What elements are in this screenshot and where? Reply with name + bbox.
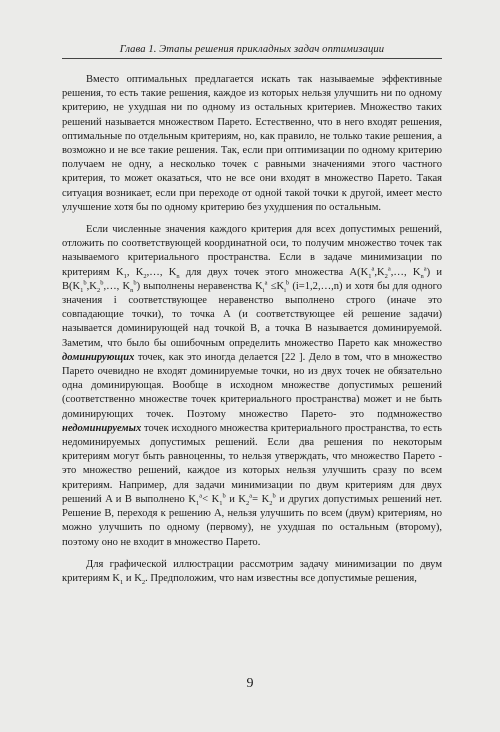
paragraph-gap bbox=[62, 215, 442, 223]
paragraph-1: Вместо оптимальных предлагается искать так называемые эффективные решения, то есть такие решения, каждое из которых нельзя улучшить ни по одному критерию, не ухудшая ни по одному из остальных критериев. Множество таких решений называется множеством Парето. Естественно, что в него входят решения, оптимальные по отдельным критериям, но, как правило, не только такие решения, а возможно и не все такие решения. Так, если при оптимизации по одному критерию получаем не одну, а несколько точек с равными значениями этого частного критерия, то может оказаться, что не все они входят в множество Парето. Такая ситуация возникает, если при переходе от одной такой точки к другой, имеет место улучшение хотя бы по одному критерию без ухудшения по остальным. bbox=[62, 74, 442, 213]
page-number: 9 bbox=[246, 676, 254, 691]
paragraph-2: Если численные значения каждого критерия для всех допустимых решений, отложить по соответствующей координатной оси, то получим множество точек так называемого критериального пространства. Если в задаче минимизации по критериям $K_1$, $K_2,\dots$, $K_n$ для двух точек этого множества $A(K_1^a,K_2^a,\dots$, $K_n^a$) и $B(K_1^b,K_2^b,\dots$, $K_n^b$) выполнены неравенства $K_i^a \le K_i^b$ (i=1,2,…,n) и хотя бы для одного значения i соответствующее неравенство выполнено строго (иначе это совпадающие точки), то точка A (и соответствующее ей решение задачи) называется доминирующей над точкой B, а точка B называется доминируемой. Заметим, что было бы ошибочным определить множество Парето как множество доминирующих точек, как это иногда делается [22 ]. Дело в том, что в множество Парето очевидно не входят доминируемые точки, но из двух точек не обязательно одна доминирующая. Вообще в исходном множестве допустимых решений (соответственно множестве точек критериального пространства) может и не быть доминирующих точек. Поэтому множество Парето- это подмножество недоминируемых точек исходного множества критериального пространства, то есть недоминируемых допустимых решений. Если два решения по некоторым критериям могут быть равноценны, то нельзя утверждать, что множество Парето - это множество решений, каждое из которых нельзя улучшить сразу по всем критериям. Например, для задачи минимизации по двум критериям для двух решений A и B выполнено $K_1^a< K_1^b$ и $K_2^a= K_2^b$ и других допустимых решений нет. Решение B, переходя к решению A, нельзя улучшить по всем (двум) критериям, но можно улучшить по одному (первому), не ухудшая по остальным (второму), поэтому оно не входит в множество Парето. bbox=[62, 224, 443, 548]
paragraph-gap bbox=[62, 550, 442, 558]
chapter-header: Глава 1. Этапы решения прикладных задач оптимизации bbox=[62, 44, 442, 59]
term-nondominated: недоминируемых bbox=[62, 422, 142, 434]
paragraph-3: Для графической иллюстрации рассмотрим задачу минимизации по двум критериям $K_1$ и $K_2$. Предположим, что нам известны все допустимые решения, bbox=[62, 558, 442, 587]
term-dominating: доминирующих bbox=[62, 351, 135, 363]
page-body bbox=[62, 73, 442, 586]
